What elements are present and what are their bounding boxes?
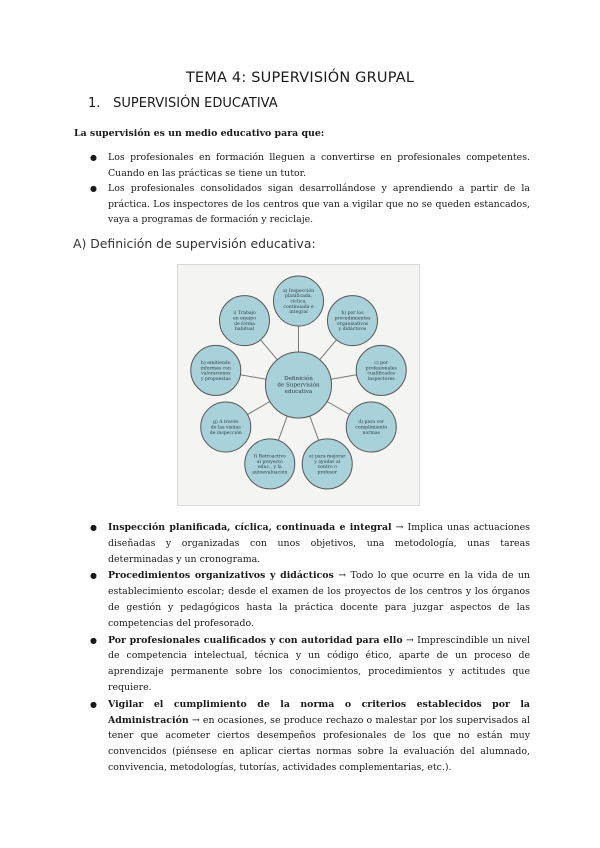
arrow-icon: → [395, 522, 404, 533]
term: Por profesionales cualificados y con autoridad para ello [108, 634, 403, 646]
definition-diagram [177, 264, 420, 506]
node-label: planificada, [284, 294, 313, 300]
node-label: educ., y la [257, 465, 282, 471]
bullet-icon: ● [90, 184, 97, 193]
list-item [74, 697, 530, 776]
node-label: y ayudar al [314, 459, 341, 465]
definition-text: Imprescindible un nivel de competencia intelectual, técnica y un código ético, aparte de un proceso de aprendizaje permanente sobre los conocimientos, procedimientos y actitudes que requiere. [108, 634, 530, 693]
node-label: continuada e [283, 304, 314, 310]
center-label: de Supervisión [277, 382, 320, 389]
node-label: en equipo [233, 316, 256, 322]
node-label: c) por [374, 360, 389, 366]
node-label: profesionales [365, 366, 397, 372]
term: Vigilar el cumplimiento de la norma o criterios establecidos por la Administración [108, 698, 530, 726]
section-label: SUPERVISIÓN EDUCATIVA [113, 96, 278, 111]
node-label: procedimientos [334, 316, 371, 322]
term: Procedimientos organizativos y didácticos [108, 570, 334, 582]
node-label: d) para ver [358, 420, 385, 426]
node-label: organizativos [336, 321, 369, 327]
node-label: centro o [317, 465, 337, 471]
page-title: TEMA 4: SUPERVISIÓN GRUPAL [185, 70, 415, 86]
node-label: b) por los [341, 311, 364, 317]
intro-paragraph: La supervisión es un medio educativo para que: [74, 128, 325, 139]
node-label: integral [289, 310, 308, 316]
bullet-icon: ● [90, 635, 97, 645]
node-label: e) para mejorar [309, 454, 346, 460]
node-label: de las visitas [210, 425, 241, 431]
diagram-svg [178, 265, 419, 505]
arrow-icon: → [191, 714, 200, 726]
node-label: f) Retroactivo [253, 454, 286, 460]
bullet-icon: ● [90, 571, 97, 581]
subheading-definition: A) Definición de supervisión educativa: [73, 236, 316, 251]
node-label: de forma [234, 321, 255, 327]
list-item [74, 568, 530, 631]
list-item-text: Los profesionales consolidados sigan desarrollándose y aprendiendo a partir de la práctica. Los inspectores de los centros que van a vigilar que no se queden estancados, vaya a programas de formación y reciclaje. [108, 183, 530, 225]
node-label: y didácticos [338, 327, 367, 333]
term: Inspección planificada, cíclica, continuada e integral [108, 522, 392, 533]
list-item [74, 181, 530, 228]
node-label: g) A través [213, 420, 239, 426]
arrow-icon: → [405, 634, 414, 646]
list-item [74, 520, 530, 567]
node-label: informes con [200, 366, 231, 372]
node-label: a) Inspección [282, 288, 315, 294]
node-label: cíclica, [290, 299, 307, 305]
list-item [74, 633, 530, 696]
center-label: educativa [284, 388, 313, 395]
node-label: inspectores [367, 376, 395, 382]
list-item [74, 150, 530, 181]
node-label: habitual [234, 327, 255, 333]
node-label: normas [362, 430, 380, 436]
section-heading [88, 96, 278, 111]
bullet-list-definitions [74, 520, 530, 777]
bullet-list-purposes [74, 150, 530, 228]
node-label: i) Trabajo [233, 311, 256, 317]
definition-text: Todo lo que ocurre en la vida de un establecimiento escolar; desde el examen de los proyectos de los centros y los órganos de gestión y pedagógicos hasta la práctica docente para juzgar aspectos de las competencias del profesorado. [108, 570, 530, 629]
bullet-icon: ● [90, 153, 97, 162]
bullet-icon: ● [90, 523, 97, 532]
arrow-icon: → [338, 570, 347, 582]
node-label: y propuestas [200, 376, 231, 382]
definition-text: en ocasiones, se produce rechazo o malestar por los supervisados al tener que acometer ciertos desempeños profesionales de los que no están muy convencidos (piénsese en aplicar ciertas normas sobre la evaluación del alumnado, convivencia, metodologías, tutorías, actividades complementarias, etc.). [108, 714, 530, 773]
node-label: cumplimiento [355, 425, 388, 431]
section-number: 1. [88, 96, 101, 111]
center-label: Definición [284, 376, 313, 383]
node-label: autoevaluación [252, 470, 288, 476]
bullet-icon: ● [90, 699, 97, 709]
node-label: profesor [317, 470, 338, 476]
node-label: valoraciones [201, 371, 231, 377]
list-item-text: Los profesionales en formación lleguen a convertirse en profesionales competentes. Cuando en las prácticas se tiene un tutor. [108, 152, 530, 179]
node-label: de inspección [209, 430, 242, 436]
node-label: h) emitiendo [201, 360, 231, 366]
node-label: al proyecto [256, 459, 283, 465]
node-label: cualificados [367, 371, 396, 377]
definition-text: Implica unas actuaciones diseñadas y organizadas con unos objetivos, una metodología, unas tareas determinadas y un cronograma. [108, 522, 530, 565]
